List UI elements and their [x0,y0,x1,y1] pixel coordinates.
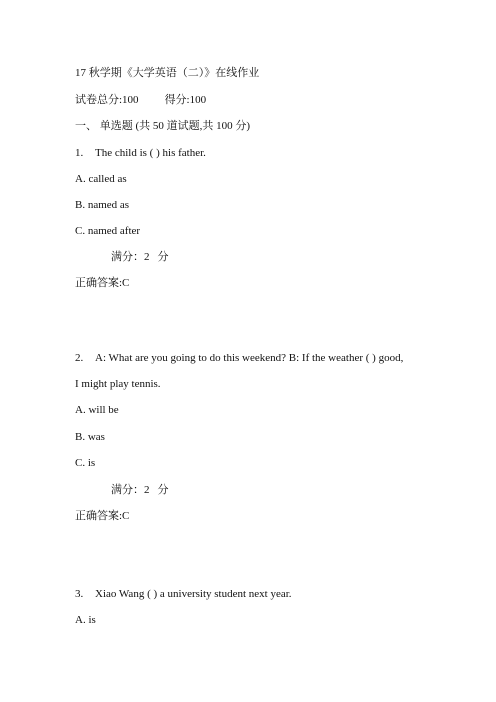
score-prefix: 满分： [111,251,144,263]
obtained-score: 得分:100 [164,94,207,106]
option-a: A. will be [75,404,119,416]
score-value: 2 [144,484,150,496]
option-b: B. named as [75,199,130,211]
option-a: A. called as [75,173,127,185]
correct-answer: 正确答案:C [75,277,130,289]
question-text-continued: I might play tennis. [75,378,161,390]
question-number: 3. [75,588,84,600]
section-heading: 一、 单选题 (共 50 道试题,共 100 分) [75,120,251,132]
question-score [111,483,169,497]
question-1 [75,146,206,160]
question-score [111,250,169,264]
question-text: A: What are you going to do this weekend? B: If the weather ( ) good, [95,352,404,364]
option-a: A. is [75,614,96,626]
page-title: 17 秋学期《大学英语（二）》在线作业 [75,67,260,79]
question-number: 1. [75,147,84,159]
option-b: B. was [75,431,105,443]
option-c: C. is [75,457,96,469]
question-text: The child is ( ) his father. [95,147,206,159]
score-unit: 分 [157,484,169,496]
question-2 [75,351,403,365]
option-c: C. named after [75,225,141,237]
score-unit: 分 [157,251,169,263]
question-3 [75,587,292,601]
score-prefix: 满分： [111,484,144,496]
question-number: 2. [75,352,84,364]
total-score: 试卷总分:100 [75,94,139,106]
score-value: 2 [144,251,150,263]
score-summary [75,93,206,107]
question-text: Xiao Wang ( ) a university student next year. [95,588,292,600]
correct-answer: 正确答案:C [75,510,130,522]
